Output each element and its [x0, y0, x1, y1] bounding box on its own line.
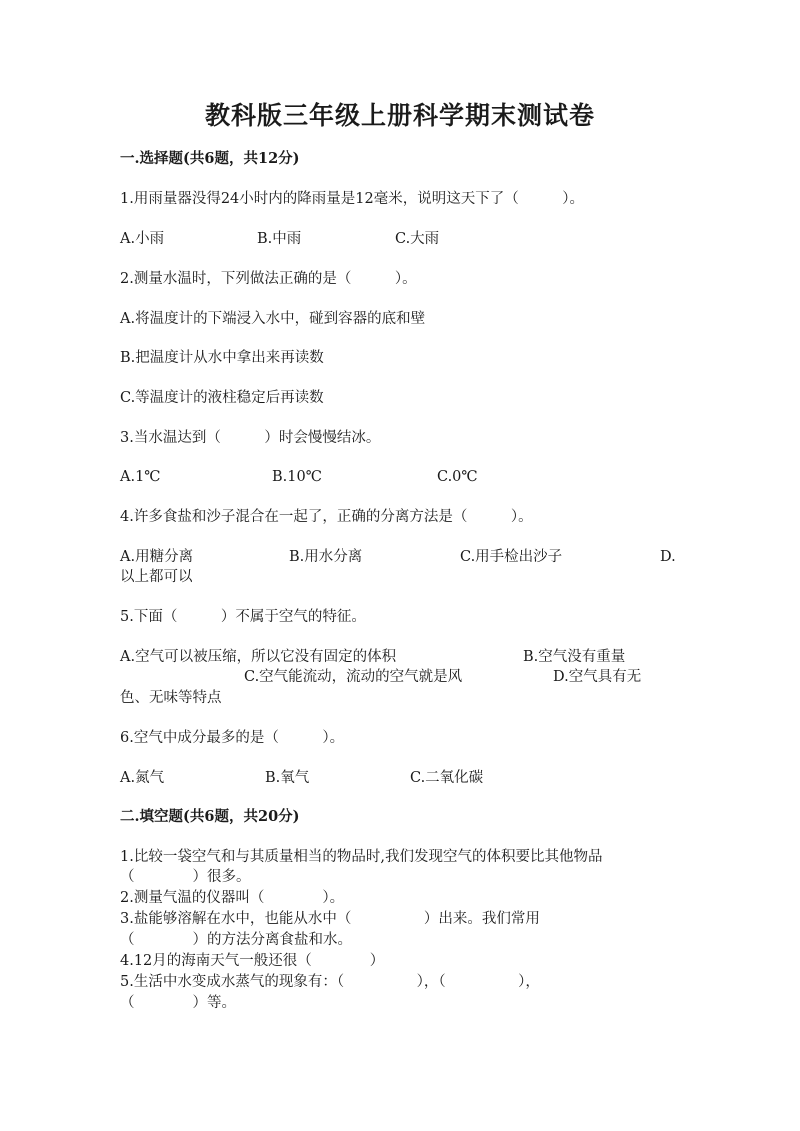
fill-line-2: （ ）很多。 [120, 869, 251, 885]
exam-title: 教科版三年级上册科学期末测试卷 [204, 101, 595, 130]
section-heading-choice: 一.选择题(共6题，共12分) [120, 150, 300, 167]
q6-option-a: A.氮气 [120, 770, 165, 786]
q5-option-b: B.空气没有重量 [523, 649, 626, 665]
fill-line-3: 2.测量气温的仪器叫（ ）。 [120, 890, 345, 906]
fill-line-7: 5.生活中水变成水蒸气的现象有：（ ），（ ）， [120, 974, 540, 990]
q3-option-a: A.1℃ [120, 469, 161, 485]
q6-option-b: B.氧气 [265, 770, 310, 786]
q5-option-a: A.空气可以被压缩，所以它没有固定的体积 [120, 649, 397, 665]
q1-option-c: C.大雨 [395, 231, 440, 247]
fill-line-5: （ ）的方法分离食盐和水。 [120, 932, 352, 948]
q6-option-c: C.二氧化碳 [410, 770, 484, 786]
q3-option-b: B.10℃ [272, 469, 322, 485]
fill-line-8: （ ）等。 [120, 995, 236, 1011]
q3-option-c: C.0℃ [437, 469, 478, 485]
question-4: 4.许多食盐和沙子混合在一起了，正确的分离方法是（ ）。 [120, 509, 533, 525]
q2-option-b: B.把温度计从水中拿出来再读数 [120, 350, 324, 366]
q1-option-a: A.小雨 [120, 231, 165, 247]
fill-line-6: 4.12月的海南天气一般还很（ ） [120, 953, 385, 969]
q2-option-a: A.将温度计的下端浸入水中，碰到容器的底和壁 [120, 311, 426, 327]
q4-option-d-continued: 以上都可以 [120, 569, 193, 585]
question-2: 2.测量水温时，下列做法正确的是（ ）。 [120, 271, 417, 287]
q5-option-c: C.空气能流动，流动的空气就是风 [244, 669, 463, 685]
section-heading-fill: 二.填空题(共6题，共20分) [120, 808, 300, 825]
question-1: 1.用雨量器没得24小时内的降雨量是12毫米，说明这天下了（ ）。 [120, 191, 584, 207]
fill-line-1: 1.比较一袋空气和与其质量相当的物品时,我们发现空气的体积要比其他物品 [120, 849, 603, 865]
q5-option-d: D.空气具有无 [553, 669, 642, 685]
q2-option-c: C.等温度计的液柱稳定后再读数 [120, 390, 324, 406]
fill-line-4: 3.盐能够溶解在水中，也能从水中（ ）出来。我们常用 [120, 911, 540, 927]
q5-option-d-continued: 色、无味等特点 [120, 690, 222, 706]
question-5: 5.下面（ ）不属于空气的特征。 [120, 609, 366, 625]
question-3: 3.当水温达到（ ）时会慢慢结冰。 [120, 430, 381, 446]
q4-option-c: C.用手检出沙子 [460, 549, 563, 565]
q4-option-b: B.用水分离 [289, 549, 363, 565]
q1-option-b: B.中雨 [257, 231, 302, 247]
question-6: 6.空气中成分最多的是（ ）。 [120, 730, 345, 746]
q4-option-d: D. [660, 549, 676, 565]
q4-option-a: A.用糖分离 [120, 549, 194, 565]
